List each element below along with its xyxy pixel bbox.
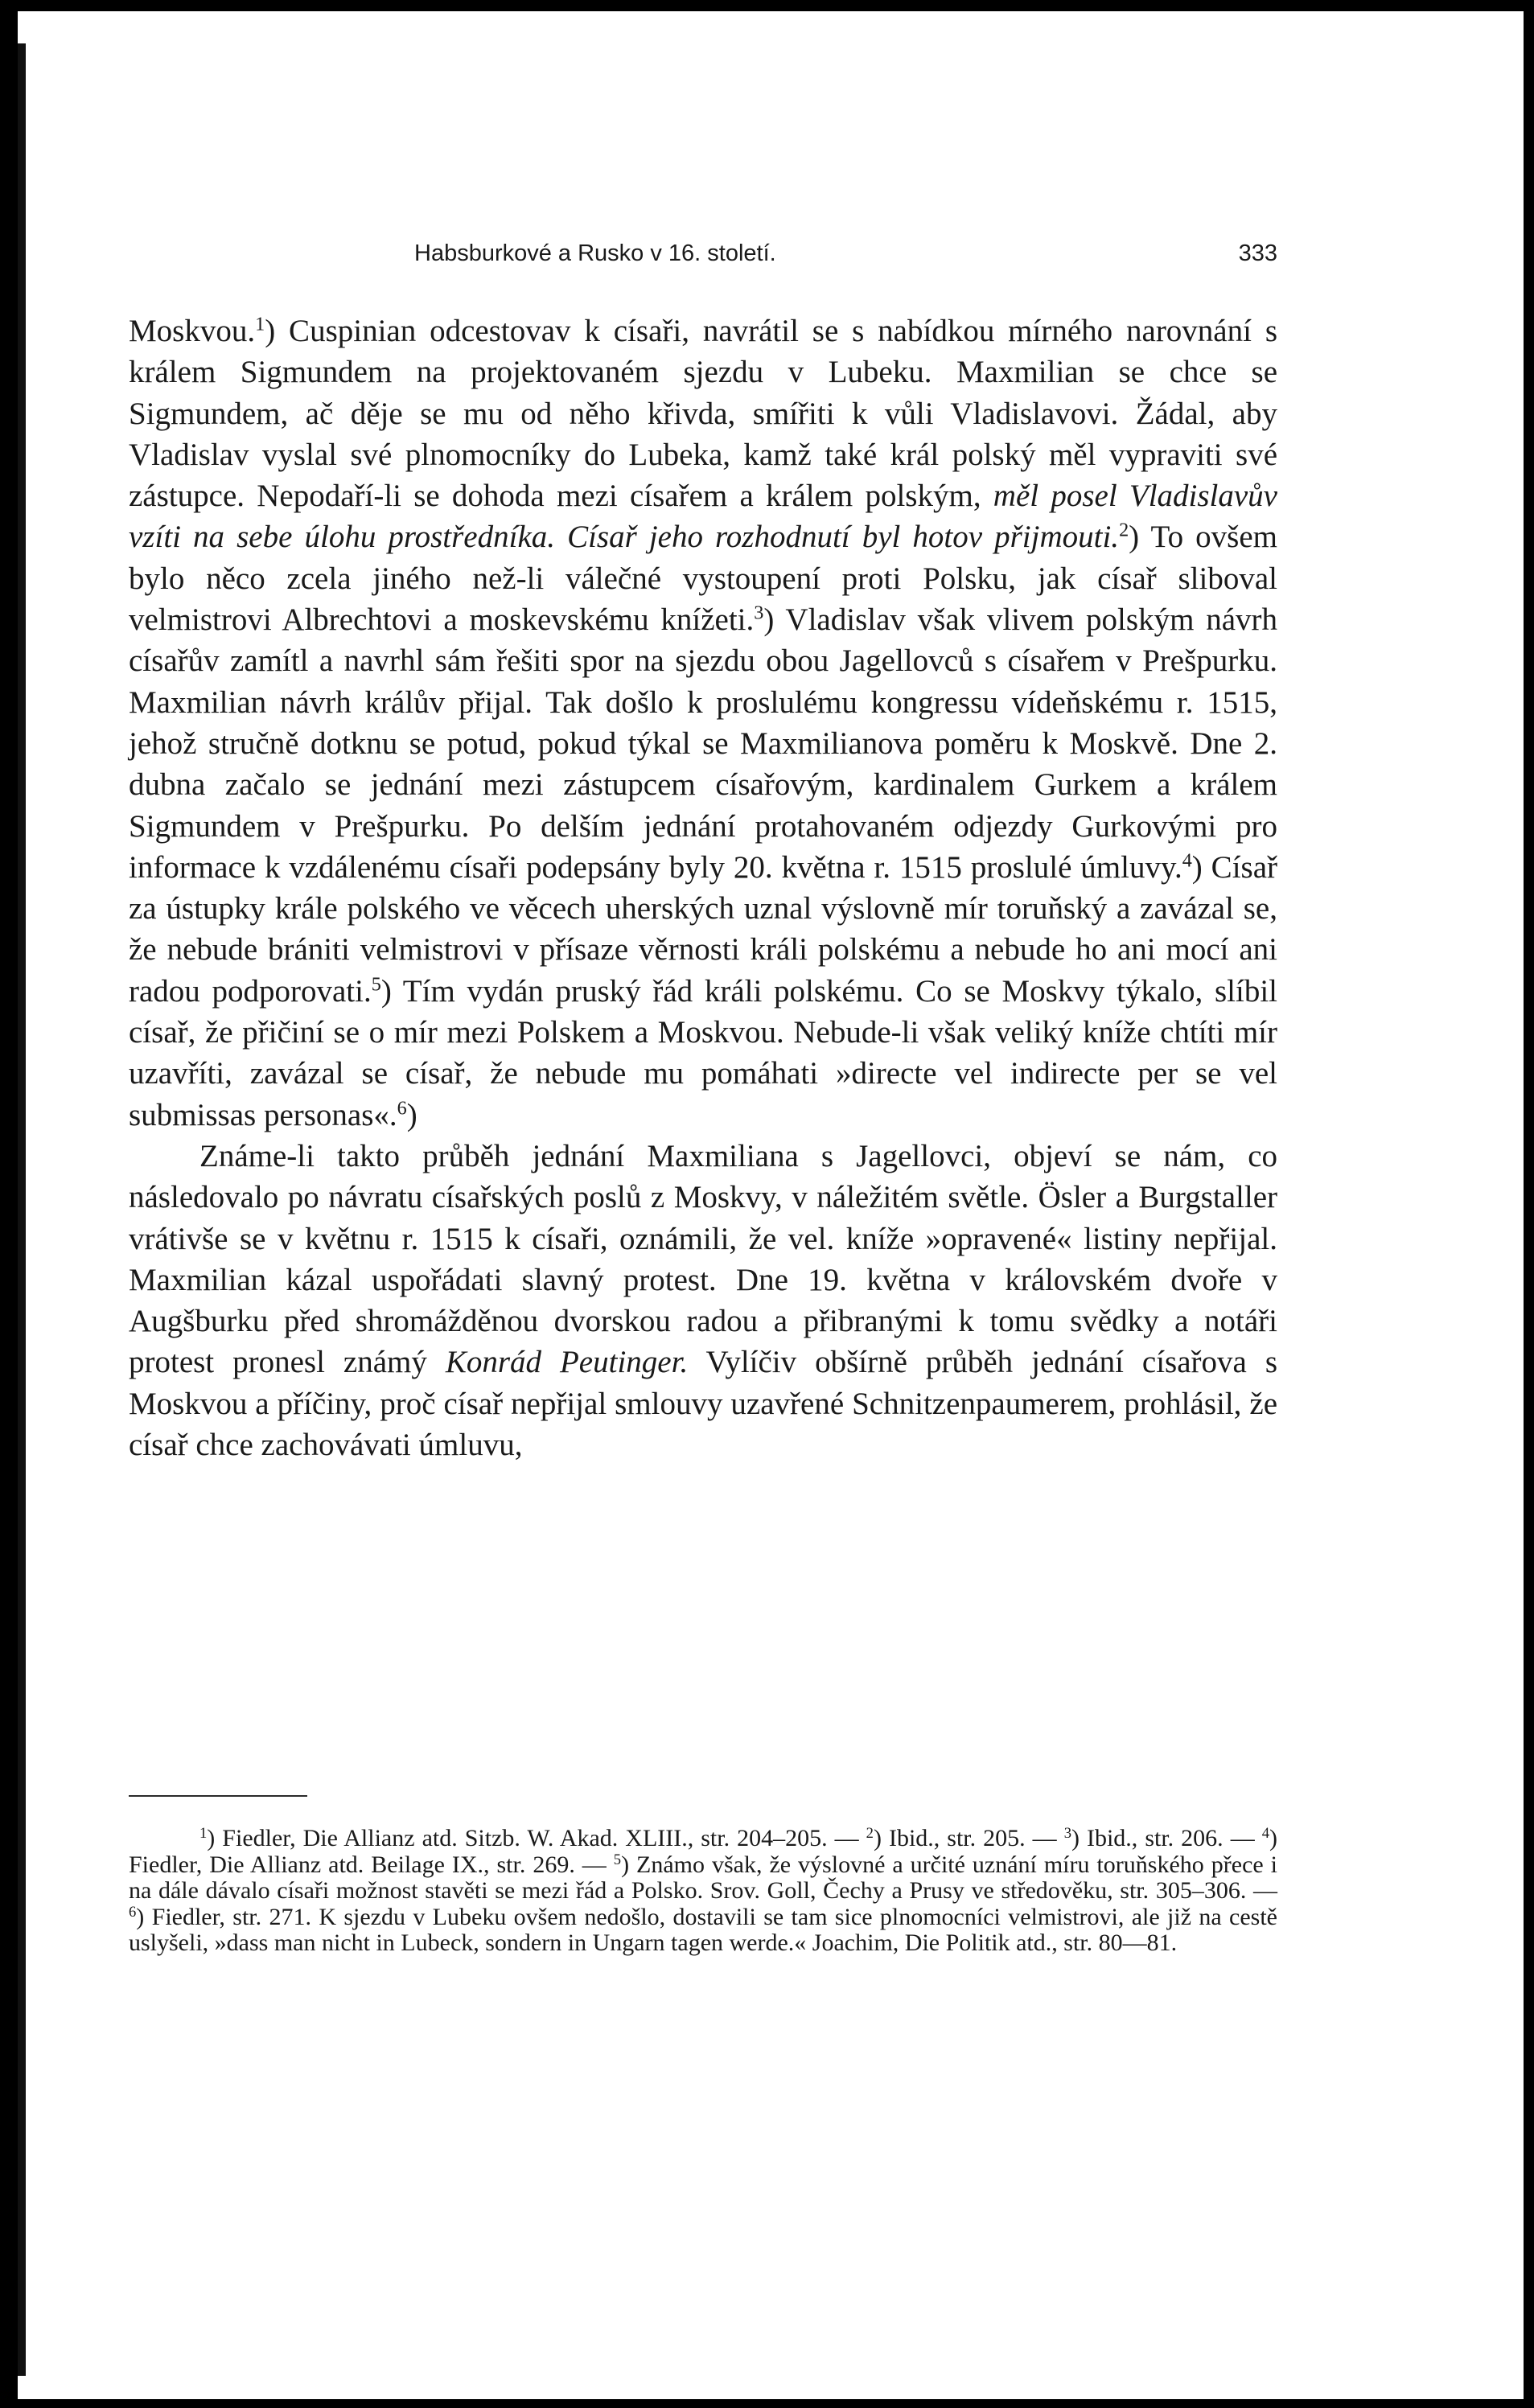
footnote-ref-1: 1 (255, 313, 265, 335)
paragraph-1 (129, 310, 1277, 1136)
footnote-mark-3: 3 (1063, 1824, 1071, 1842)
text-run: Vylíčiv obšírně průběh jednání císařova s Moskvou a příčiny, proč císař nepřijal smlouvy uzavřené Schnitzenpaumerem, prohlásil, že císař chce zachovávati úmluvu, (129, 1345, 1277, 1463)
footnote-mark-2: 2 (866, 1824, 874, 1842)
text-run: ) (406, 1097, 417, 1132)
running-title: Habsburkové a Rusko v 16. století. (414, 240, 776, 266)
footnote-3: ) Ibid., str. 206. — (1071, 1825, 1255, 1851)
page-number: 333 (1238, 240, 1277, 266)
footnotes (129, 1826, 1277, 1957)
footnote-mark-6: 6 (129, 1903, 137, 1921)
footnote-mark-1: 1 (199, 1824, 208, 1842)
footnote-ref-6: 6 (397, 1097, 407, 1120)
text-run: Moskvou. (129, 314, 256, 348)
page-edge-shadow (18, 43, 26, 2376)
text-run: ) Vladislav však vlivem polským návrh císařův zamítl a navrhl sám řešiti spor na sjezdu obou Jagellovců s císařem v Prešpurku. Maxmilian návrh králův přijal. Tak došlo k proslulému kongressu vídeňskému r. 1515, jehož stručně dotknu se potud, pokud týkal se Maxmilianova poměru k Moskvě. Dne 2. dubna začalo se jednání mezi zástupcem císařovým, kardinalem Gurkem a králem Sigmundem v Prešpurku. Po delším jednání protahovaném odjezdy Gurkovými pro informace k vzdálenému císaři podepsány byly 20. května r. 1515 proslulé úmluvy. (129, 602, 1277, 885)
paragraph-2 (129, 1136, 1277, 1465)
text-run: Známe-li takto průběh jednání Maxmiliana s Jagellovci, objeví se nám, co následovalo po návratu císařských poslů z Moskvy, v náležitém světle. Ösler a Burgstaller vrátivše se v květnu r. 1515 k císaři, oznámili, že vel. kníže »opravené« listiny nepřijal. Maxmilian kázal uspořádati slavný protest. Dne 19. května v královském dvoře v Augšburku před shromážděnou dvorskou radou a přibranými k tomu svědky a notáři protest pronesl známý (129, 1138, 1277, 1380)
footnote-2: ) Ibid., str. 205. — (873, 1825, 1057, 1851)
text-run: ) Tím vydán pruský řád králi polskému. Co se Moskvy týkalo, slíbil císař, že přičiní se o mír mezi Polskem a Moskvou. Nebude-li však veliký kníže chtíti mír uzavříti, zavázal se císař, že nebude mu pomáhati »directe vel indirecte per se vel submissas personas«. (129, 973, 1278, 1132)
text-run: ) To ovšem bylo něco zcela jiného než-li válečné vystoupení proti Polsku, jak císař sliboval velmistrovi Albrechtovi a moskevskému knížeti. (129, 520, 1277, 638)
footnote-ref-2: 2 (1119, 520, 1129, 542)
footnote-ref-4: 4 (1182, 849, 1192, 872)
footnote-5: ) Známo však, že výslovné a určité uznání míru toruňského přece i na dále dávalo císaři možnost stavěti se mezi řád a Polsko. Srov. Goll, Čechy a Prusy ve středověku, str. 305–306. — (129, 1851, 1278, 1904)
footnote-6: ) Fiedler, str. 271. K sjezdu v Lubeku ovšem nedošlo, dostavili se tam sice plnomocníci velmistrovi, ale již na cestě uslyšeli, »dass man nicht in Lubeck, sondern in Ungarn tagen werde.« Joachim, Die Politik atd., str. 80—81. (129, 1903, 1277, 1956)
body-text (129, 310, 1277, 1465)
running-head (129, 240, 1277, 273)
book-page (18, 11, 1524, 2399)
footnote-4: ) Fiedler, Die Allianz atd. Beilage IX., str. 269. — (129, 1825, 1278, 1878)
text-run: ) Cuspinian odcestovav k císaři, navrátil se s nabídkou mírného narovnání s králem Sigmundem na projektovaném sjezdu v Lubeku. Maxmilian se chce se Sigmundem, ač děje se mu od něho křivda, smířiti k vůli Vladislavovi. Žádal, aby Vladislav vyslal své plnomocníky do Lubeka, kamž také král polský měl vypraviti své zástupce. Nepodaří-li se dohoda mezi císařem a králem polským, (129, 314, 1277, 514)
italic-quote: měl posel Vladislavův vzíti na sebe úlohu prostředníka. Císař jeho rozhodnutí byl hotov přijmouti. (129, 479, 1277, 555)
italic-name: Konrád Peutinger. (445, 1345, 689, 1380)
footnote-mark-4: 4 (1261, 1824, 1270, 1842)
footnote-mark-5: 5 (613, 1851, 622, 1868)
footnote-ref-5: 5 (371, 973, 381, 996)
text-run: ) Císař za ústupky krále polského ve věcech uherských uznal výslovně mír toruňský a zavázal se, že nebude brániti velmistrovi v přísaze věrnosti králi polskému a nebude ho ani mocí ani radou podporovati. (129, 849, 1277, 1009)
footnote-rule (129, 1795, 307, 1797)
footnote-ref-3: 3 (754, 602, 764, 624)
footnote-1: ) Fiedler, Die Allianz atd. Sitzb. W. Akad. XLIII., str. 204–205. — (207, 1825, 859, 1851)
